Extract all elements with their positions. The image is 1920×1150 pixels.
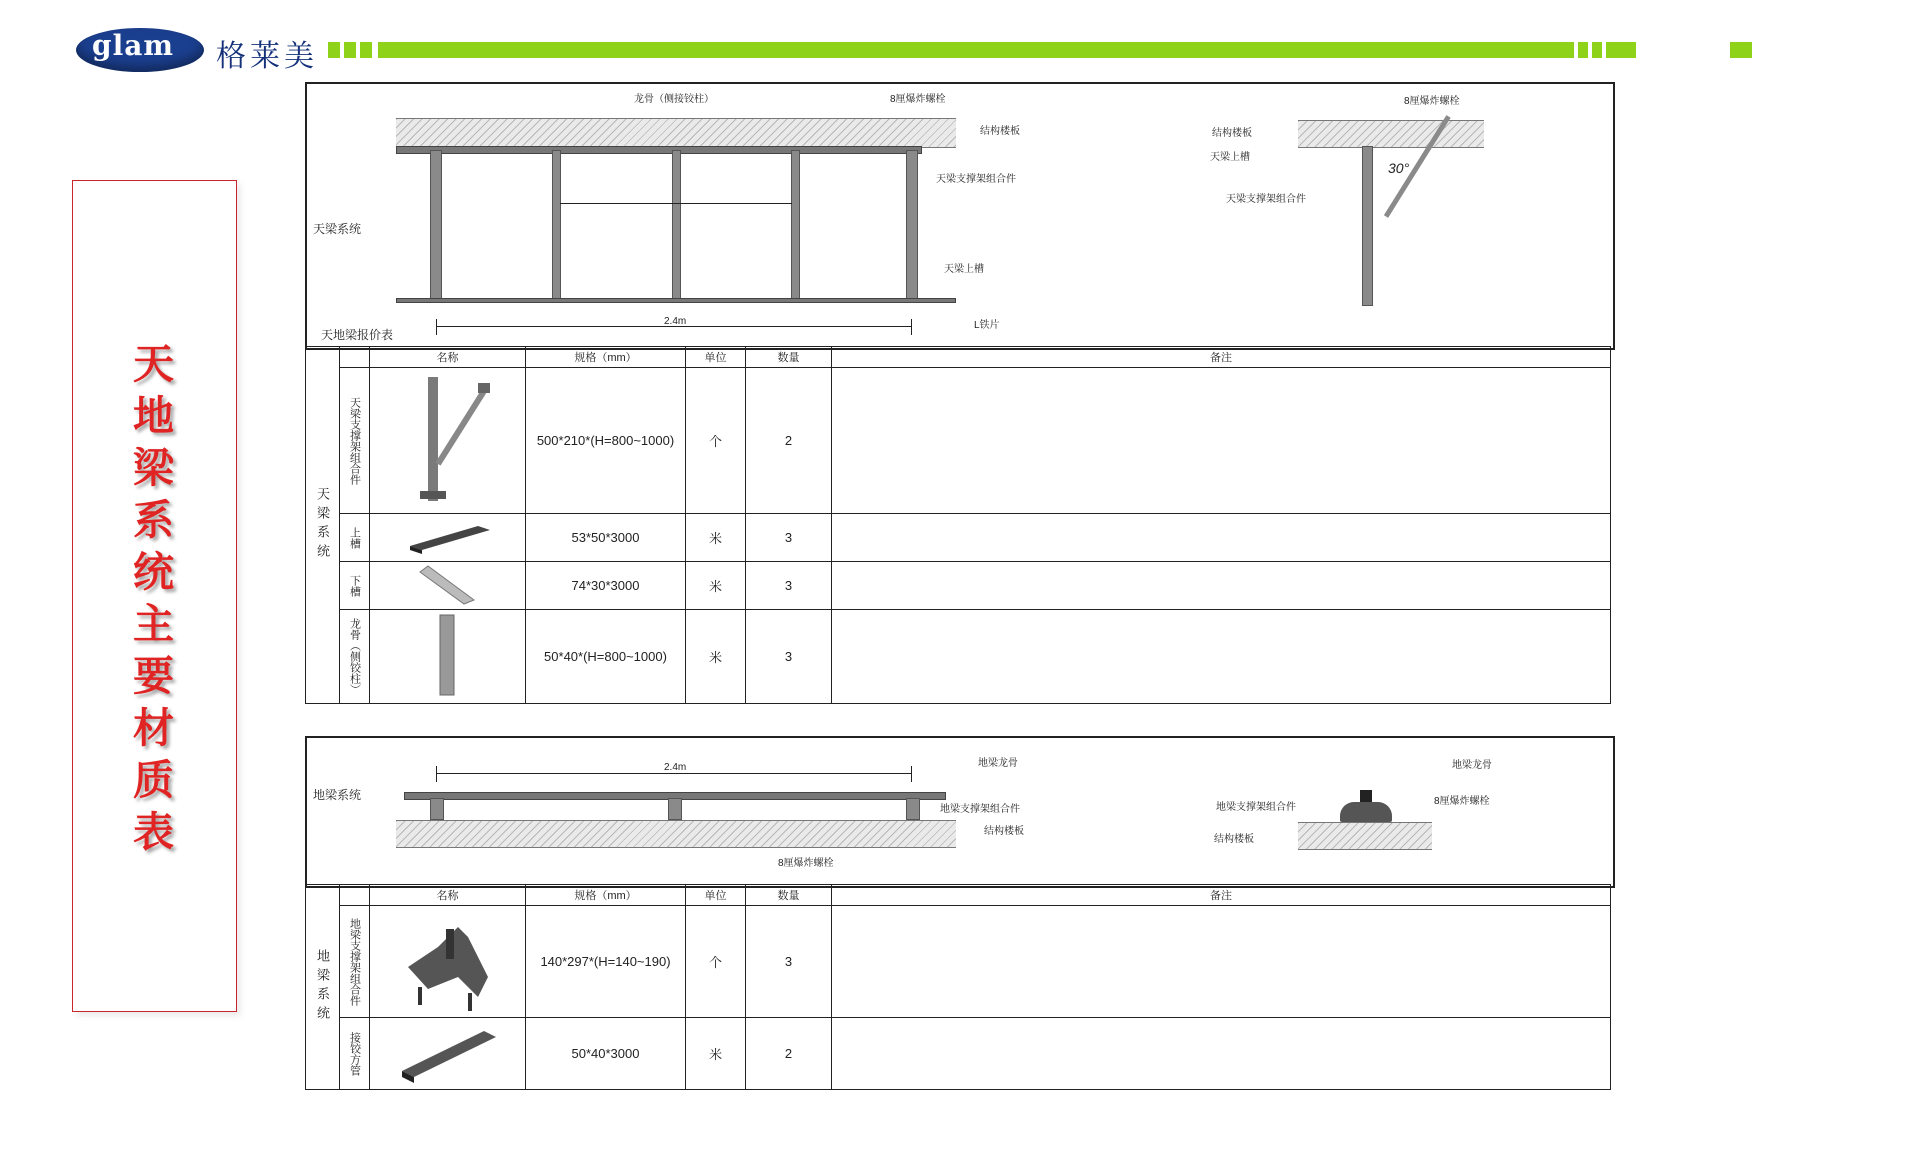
side-bolt-annotation: 8厘爆炸螺栓 [1404, 96, 1460, 107]
header-unit: 单位 [686, 347, 746, 368]
header-note: 备注 [832, 347, 1611, 368]
bolt-annotation: 8厘爆炸螺栓 [890, 94, 946, 105]
header-name: 名称 [370, 347, 526, 368]
span-annotation: 2.4m [664, 316, 687, 327]
floor-bolt-annotation: 8厘爆炸螺栓 [778, 858, 834, 869]
logo-chinese: 格莱美 [216, 39, 318, 74]
floor-header-spec: 规格（mm） [526, 885, 686, 906]
floor-header-note: 备注 [832, 885, 1611, 906]
side-upper-slot-annotation: 天梁上槽 [1210, 152, 1250, 163]
angle-annotation: 30° [1388, 160, 1410, 176]
bracket-annotation: 天梁支撑架组合件 [936, 174, 1016, 185]
floor-header-name: 名称 [370, 885, 526, 906]
slab-annotation: 结构楼板 [980, 126, 1020, 137]
header-qty: 数量 [746, 347, 832, 368]
floor-span-annotation: 2.4m [664, 762, 687, 773]
side-bracket-annotation: 天梁支撑架组合件 [1226, 194, 1306, 205]
side-slab-annotation: 结构楼板 [1212, 128, 1252, 139]
side-floor-slab-annotation: 结构楼板 [1214, 834, 1254, 845]
keel-image [370, 610, 526, 704]
ceiling-material-table [305, 346, 1611, 704]
floor-system-label: 地梁系统 [313, 788, 362, 802]
upper-slot-image [370, 514, 526, 562]
upper-slot-annotation: 天梁上槽 [944, 264, 984, 275]
bracket-image [370, 368, 526, 514]
floor-header-qty: 数量 [746, 885, 832, 906]
floor-header-unit: 单位 [686, 885, 746, 906]
side-floor-bolt-annotation: 8厘爆炸螺栓 [1434, 796, 1490, 807]
side-floor-keel-annotation: 地梁龙骨 [1452, 760, 1492, 771]
ceiling-system-label: 天梁系统 [313, 222, 362, 236]
side-floor-bracket-annotation: 地梁支撑架组合件 [1216, 802, 1296, 813]
quote-table-label: 天地梁报价表 [321, 328, 394, 342]
table-row: 龙骨（侧铰柱） 50*40*(H=800~1000) 米 3 [306, 610, 1611, 704]
table-row: 上槽 53*50*3000 米 3 [306, 514, 1611, 562]
logo-text: glam [92, 29, 174, 62]
l-plate-annotation: L铁片 [974, 320, 1000, 331]
lower-slot-image [370, 562, 526, 610]
ceiling-category-cell: 天梁系统 [306, 347, 340, 704]
page-title: 天 地 梁 系 统 主 要 材 质 表 [133, 340, 174, 856]
floor-bracket-annotation: 地梁支撑架组合件 [940, 804, 1020, 815]
floor-keel-annotation: 地梁龙骨 [978, 758, 1018, 769]
floor-bracket-image [370, 906, 526, 1018]
table-row: 接铰方管 50*40*3000 米 2 [306, 1018, 1611, 1090]
floor-category-cell: 地梁系统 [306, 885, 340, 1090]
floor-slab-annotation: 结构楼板 [984, 826, 1024, 837]
table-row: 地梁支撑架组合件 140*297*(H=140~190) 个 3 [306, 906, 1611, 1018]
keel-annotation: 龙骨（侧接铰柱） [634, 94, 714, 105]
table-row: 天梁支撑架组合件 500*210*(H=800~1000) 个 2 [306, 368, 1611, 514]
header-spec: 规格（mm） [526, 347, 686, 368]
floor-material-table [305, 884, 1611, 1090]
square-tube-image [370, 1018, 526, 1090]
table-row: 下槽 74*30*3000 米 3 [306, 562, 1611, 610]
